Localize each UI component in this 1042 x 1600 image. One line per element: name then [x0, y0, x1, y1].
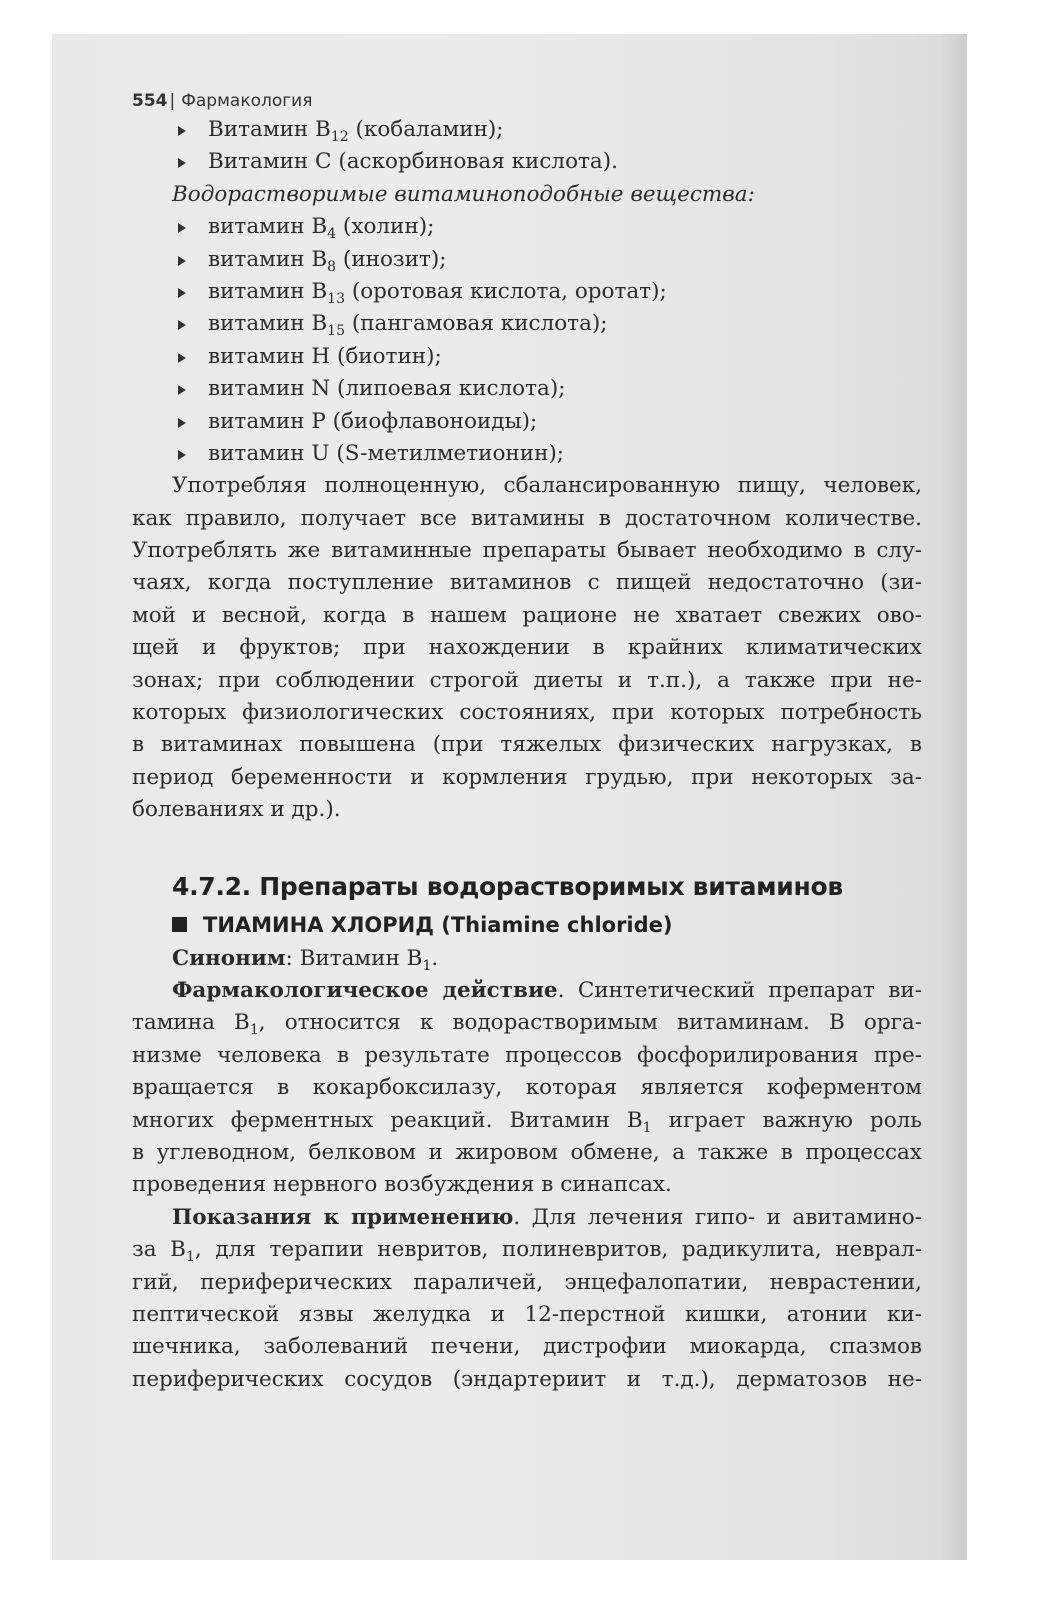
- section-spacer: [132, 827, 922, 867]
- bullet-item: витамин $B_8$ (инозит);: [132, 244, 922, 276]
- text-line: вращается в кокарбоксилазу, которая является коферментом: [132, 1075, 922, 1101]
- text-line: которых физиологических состояниях, при которых потребность: [132, 700, 922, 726]
- text-line: многих ферментных реакций. Витамин $B_1$ играет важную роль: [132, 1107, 923, 1136]
- italic-subheading: Водорастворимые витаминоподобные вещества:: [172, 181, 755, 207]
- text-line: за $B_1$, для терапии невритов, полиневритов, радикулита, неврал-: [132, 1237, 922, 1266]
- pharm-action-label: Фармакологическое действие: [172, 977, 558, 1003]
- book-page: [132, 88, 922, 1396]
- page-binding-shadow: [940, 34, 967, 1560]
- indications-label: Показания к применению: [172, 1204, 514, 1230]
- text-line: болеваниях и др.).: [132, 797, 341, 823]
- drug-heading: ТИАМИНА ХЛОРИД (Thiamine chloride): [132, 907, 922, 943]
- text-line: Фармакологическое действие. Синтетический препарат ви-: [172, 977, 922, 1003]
- text-line: Показания к применению. Для лечения гипо- и авитамино-: [172, 1204, 922, 1230]
- header-title: Фармакология: [181, 91, 313, 111]
- text-line: мой и весной, когда в нашем рационе не хватает свежих ово-: [132, 602, 922, 628]
- synonym-line: Синоним: Витамин $B_1$.: [172, 945, 439, 974]
- text-line: пептической язвы желудка и 12-перстной кишки, атонии ки-: [132, 1301, 922, 1327]
- text-line: низме человека в результате процессов фосфорилирования пре-: [132, 1042, 922, 1068]
- text-line: в углеводном, белковом и жировом обмене, а также в процессах: [132, 1139, 922, 1165]
- bullet-item: витамин $B_4$ (холин);: [132, 211, 922, 243]
- bullet-item: витамин H (биотин);: [132, 341, 922, 373]
- bullet-item: витамин U (S-метилметионин);: [132, 438, 922, 470]
- square-bullet-icon: [172, 917, 187, 932]
- text-line: период беременности и кормления грудью, при некоторых за-: [132, 764, 922, 790]
- running-header: [132, 88, 922, 114]
- paragraph-vitamin-intake: [132, 470, 922, 826]
- text-line: чаях, когда поступление витаминов с пищей недостаточно (зи-: [132, 570, 922, 596]
- text-line: щей и фруктов; при нахождении в крайних климатических: [132, 635, 922, 661]
- bullet-item: Витамин C (аскорбиновая кислота).: [132, 146, 922, 178]
- text-line: Употреблять же витаминные препараты бывает необходимо в слу-: [132, 538, 922, 564]
- text-line: шечника, заболеваний печени, дистрофии миокарда, спазмов: [132, 1334, 922, 1360]
- text-line: тамина $B_1$, относится к водорастворимым витаминам. В орга-: [132, 1010, 922, 1039]
- text-line: гий, периферических параличей, энцефалопатии, неврастении,: [132, 1269, 922, 1295]
- text-line: как правило, получает все витамины в достаточном количестве.: [132, 505, 922, 531]
- synonym-label: Синоним: [172, 945, 286, 971]
- text-line: Употребляя полноценную, сбалансированную пищу, человек,: [172, 473, 922, 499]
- bullet-item: витамин P (биофлавоноиды);: [132, 406, 922, 438]
- text-line: проведения нервного возбуждения в синапсах.: [132, 1172, 672, 1198]
- text-line: в витаминах повышена (при тяжелых физических нагрузках, в: [132, 732, 922, 758]
- section-heading: 4.7.2. Препараты водорастворимых витаминов: [172, 871, 843, 901]
- text-line: периферических сосудов (эндартериит и т.д.), дерматозов не-: [132, 1366, 922, 1392]
- bullet-item: витамин $B_{15}$ (пангамовая кислота);: [132, 308, 922, 340]
- paragraph-pharmacological-action: [132, 975, 922, 1202]
- bullet-item: витамин $B_{13}$ (оротовая кислота, оротат);: [132, 276, 922, 308]
- paragraph-indications: [132, 1202, 922, 1396]
- bullet-item: витамин N (липоевая кислота);: [132, 373, 922, 405]
- text-line: зонах; при соблюдении строгой диеты и т.п.), а также при не-: [132, 667, 922, 693]
- page-number: 554: [132, 91, 168, 111]
- header-separator: |: [169, 91, 176, 111]
- bullet-item: Витамин $B_{12}$ (кобаламин);: [132, 114, 922, 146]
